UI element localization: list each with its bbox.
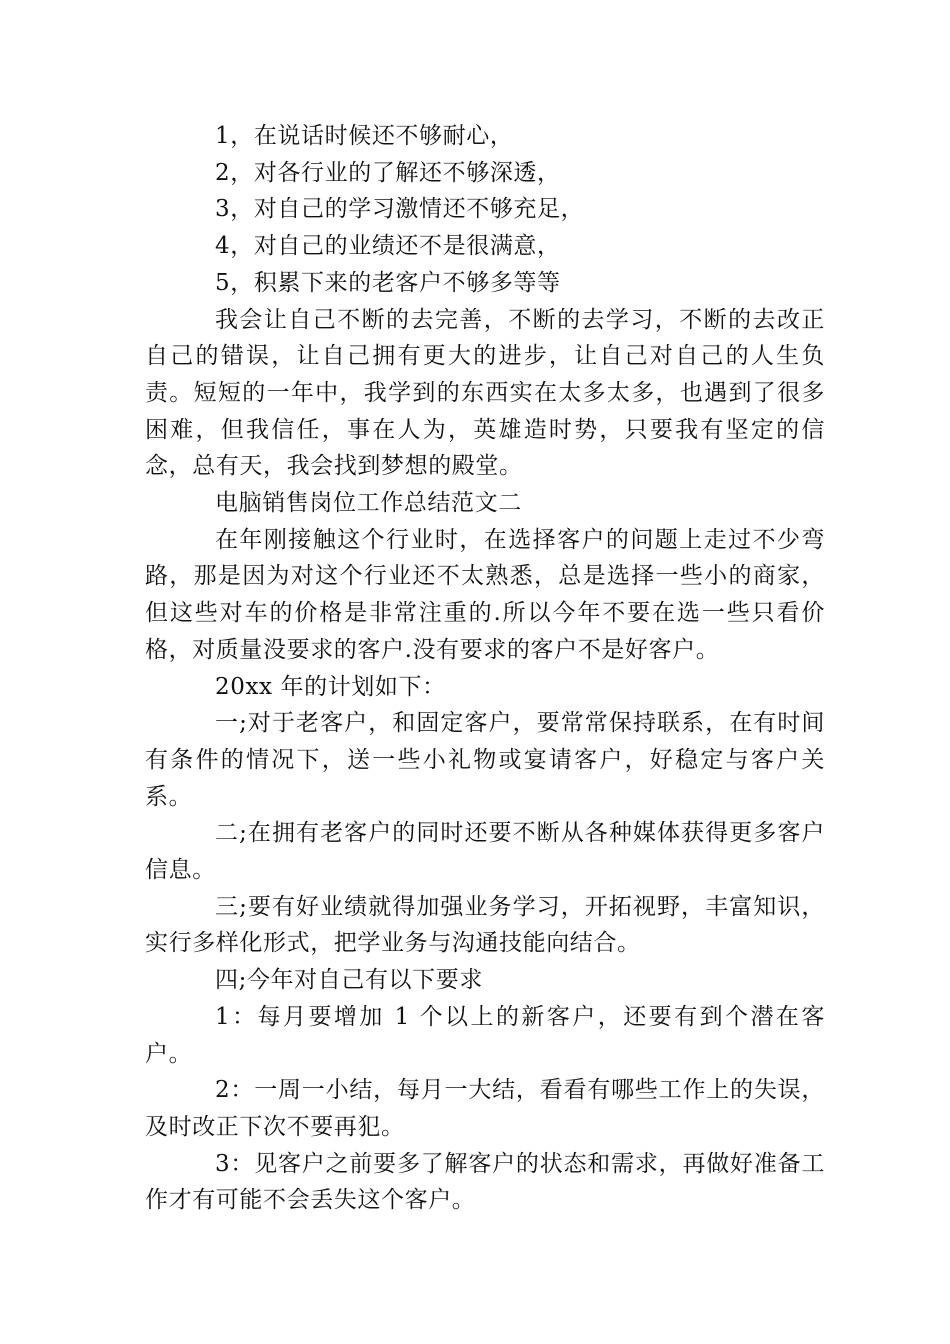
plan-heading: 20xx 年的计划如下：: [215, 673, 446, 700]
paragraph: 在年刚接触这个行业时，在选择客户的问题上走过不少弯路，那是因为对这个行业还不太熟悉，总是选择一些小的商家，但这些对车的价格是非常注重的.所以今年不要在选一些只看价格，对质量没要求的客户.没有要求的客户不是好客户。: [145, 526, 825, 663]
list-item: 3，对自己的学习激情还不够充足，: [215, 196, 585, 223]
requirement-item: 3：见客户之前要多了解客户的状态和需求，再做好准备工作才有可能不会丢失这个客户。: [145, 1150, 825, 1214]
list-item: 1，在说话时候还不够耐心，: [215, 123, 514, 149]
plan-item: 三;要有好业绩就得加强业务学习，开拓视野，丰富知识，实行多样化形式，把学业务与沟通技能向结合。: [145, 893, 825, 957]
plan-item: 四;今年对自己有以下要求: [215, 967, 483, 994]
plan-item: 二;在拥有老客户的同时还要不断从各种媒体获得更多客户信息。: [145, 820, 825, 884]
plan-item: 一;对于老客户，和固定客户，要常常保持联系，在有时间有条件的情况下，送一些小礼物或宴请客户，好稳定与客户关系。: [145, 710, 825, 810]
requirement-item: 2：一周一小结，每月一大结，看看有哪些工作上的失误，及时改正下次不要再犯。: [145, 1077, 825, 1140]
requirement-item: 1：每月要增加 1 个以上的新客户，还要有到个潜在客户。: [145, 1003, 825, 1067]
list-item: 5，积累下来的老客户不够多等等: [215, 269, 561, 296]
section-heading: 电脑销售岗位工作总结范文二: [215, 490, 522, 517]
paragraph: 我会让自己不断的去完善，不断的去学习，不断的去改正自己的错误，让自己拥有更大的进步，让自己对自己的人生负责。短短的一年中，我学到的东西实在太多太多，也遇到了很多困难，但我信任，事在人为，英雄造时势，只要我有坚定的信念，总有天，我会找到梦想的殿堂。: [145, 306, 825, 480]
list-item: 2，对各行业的了解还不够深透，: [215, 159, 561, 186]
document-body: [145, 118, 825, 1219]
list-item: 4，对自己的业绩还不是很满意，: [215, 233, 561, 260]
